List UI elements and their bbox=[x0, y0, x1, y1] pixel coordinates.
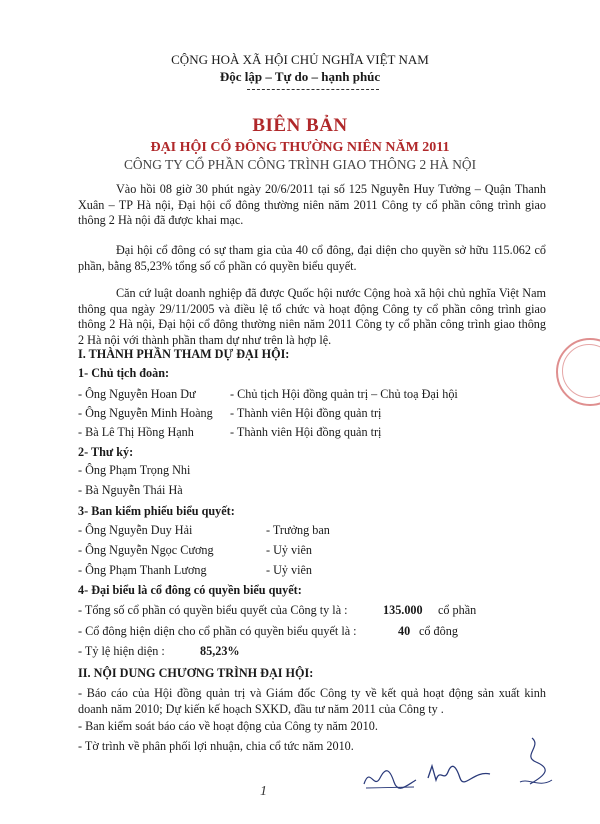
paragraph-legal-basis: Căn cứ luật doanh nghiệp đã được Quốc hội nước Cộng hoà xã hội chủ nghĩa Việt Nam thông qua ngày 29/11/2005 và điều lệ tổ chức và hoạt động Công ty cổ phần công trình giao thông 2 Hà nội, Đại hội cổ đông thường niên năm 2011 Công ty cổ phần công trình giao thông 2 Hà nội với thành phần tham dự như trên là hợp lệ. bbox=[78, 286, 546, 347]
presidium-member-role: - Thành viên Hội đồng quản trị bbox=[230, 425, 382, 439]
presidium-heading: 1- Chủ tịch đoàn: bbox=[78, 366, 170, 380]
presidium-member-name: - Bà Lê Thị Hồng Hạnh bbox=[78, 425, 194, 439]
secretary-member: - Bà Nguyễn Thái Hà bbox=[78, 483, 183, 497]
agenda-item: - Báo cáo của Hội đồng quản trị và Giám đốc Công ty về kết quả hoạt động sản xuất kinh doanh năm 2010; Dự kiến kế hoạch SXKD, đầu tư năm 2011 của Công ty . bbox=[78, 686, 546, 716]
present-label: - Cổ đông hiện diện cho cổ phần có quyền biểu quyết là : bbox=[78, 624, 357, 638]
vote-board-member-role: - Trưởng ban bbox=[266, 523, 330, 537]
presidium-member-name: - Ông Nguyễn Hoan Dư bbox=[78, 387, 196, 401]
total-shares-unit: cổ phần bbox=[438, 603, 477, 617]
agenda-item: - Tờ trình về phân phối lợi nhuận, chia cổ tức năm 2010. bbox=[78, 739, 354, 753]
presidium-member-role: - Thành viên Hội đồng quản trị bbox=[230, 406, 382, 420]
document-subtitle: ĐẠI HỘI CỔ ĐÔNG THƯỜNG NIÊN NĂM 2011 bbox=[150, 140, 450, 155]
section1-heading: I. THÀNH PHẦN THAM DỰ ĐẠI HỘI: bbox=[78, 347, 290, 361]
signature-scribble bbox=[424, 758, 494, 788]
signature-scribble bbox=[360, 760, 420, 792]
secretary-heading: 2- Thư ký: bbox=[78, 445, 134, 459]
agenda-item: - Ban kiểm soát báo cáo về hoạt động của Công ty năm 2010. bbox=[78, 719, 378, 733]
total-shares-label: - Tổng số cổ phần có quyền biểu quyết của Công ty là : bbox=[78, 603, 348, 617]
secretary-member: - Ông Phạm Trọng Nhi bbox=[78, 463, 191, 477]
delegates-heading: 4- Đại biểu là cổ đông có quyền biểu quyết: bbox=[78, 583, 302, 597]
signature-scribble bbox=[512, 734, 560, 794]
header-divider bbox=[247, 89, 379, 90]
vote-board-member-role: - Uỷ viên bbox=[266, 563, 313, 577]
present-unit: cổ đông bbox=[419, 624, 458, 638]
total-shares-value: 135.000 bbox=[383, 603, 423, 617]
vote-board-member-name: - Ông Phạm Thanh Lương bbox=[78, 563, 207, 577]
paragraph-attendance: Đại hội cổ đông có sự tham gia của 40 cổ đông, đại diện cho quyền sở hữu 115.062 cổ phần, bằng 85,23% tổng số cổ phần có quyền biểu quyết. bbox=[78, 243, 546, 273]
company-name: CÔNG TY CỔ PHẦN CÔNG TRÌNH GIAO THÔNG 2 HÀ NỘI bbox=[123, 157, 477, 172]
ratio-label: - Tỷ lệ hiện diện : bbox=[78, 644, 165, 658]
presidium-member-role: - Chủ tịch Hội đồng quản trị – Chủ toạ Đại hội bbox=[230, 387, 458, 401]
page-mark: 1 bbox=[260, 784, 267, 799]
motto: Độc lập – Tự do – hạnh phúc bbox=[219, 69, 381, 84]
paragraph-opening: Vào hồi 08 giờ 30 phút ngày 20/6/2011 tại số 125 Nguyễn Huy Tưởng – Quận Thanh Xuân – TP Hà nội, Đại hội cổ đông thường niên năm 2011 Công ty cổ phần công trình giao thông 2 Hà nội đã được khai mạc. bbox=[78, 182, 546, 228]
national-title: CỘNG HOÀ XÃ HỘI CHỦ NGHĨA VIỆT NAM bbox=[171, 52, 429, 67]
presidium-member-name: - Ông Nguyễn Minh Hoàng bbox=[78, 406, 213, 420]
vote-board-member-role: - Uỷ viên bbox=[266, 543, 313, 557]
ratio-value: 85,23% bbox=[200, 644, 240, 658]
document-title: BIÊN BẢN bbox=[252, 115, 348, 136]
vote-board-member-name: - Ông Nguyễn Ngọc Cương bbox=[78, 543, 214, 557]
vote-board-member-name: - Ông Nguyễn Duy Hải bbox=[78, 523, 193, 537]
present-value: 40 bbox=[398, 624, 411, 638]
vote-board-heading: 3- Ban kiểm phiếu biểu quyết: bbox=[78, 504, 235, 518]
section2-heading: II. NỘI DUNG CHƯƠNG TRÌNH ĐẠI HỘI: bbox=[78, 666, 314, 680]
